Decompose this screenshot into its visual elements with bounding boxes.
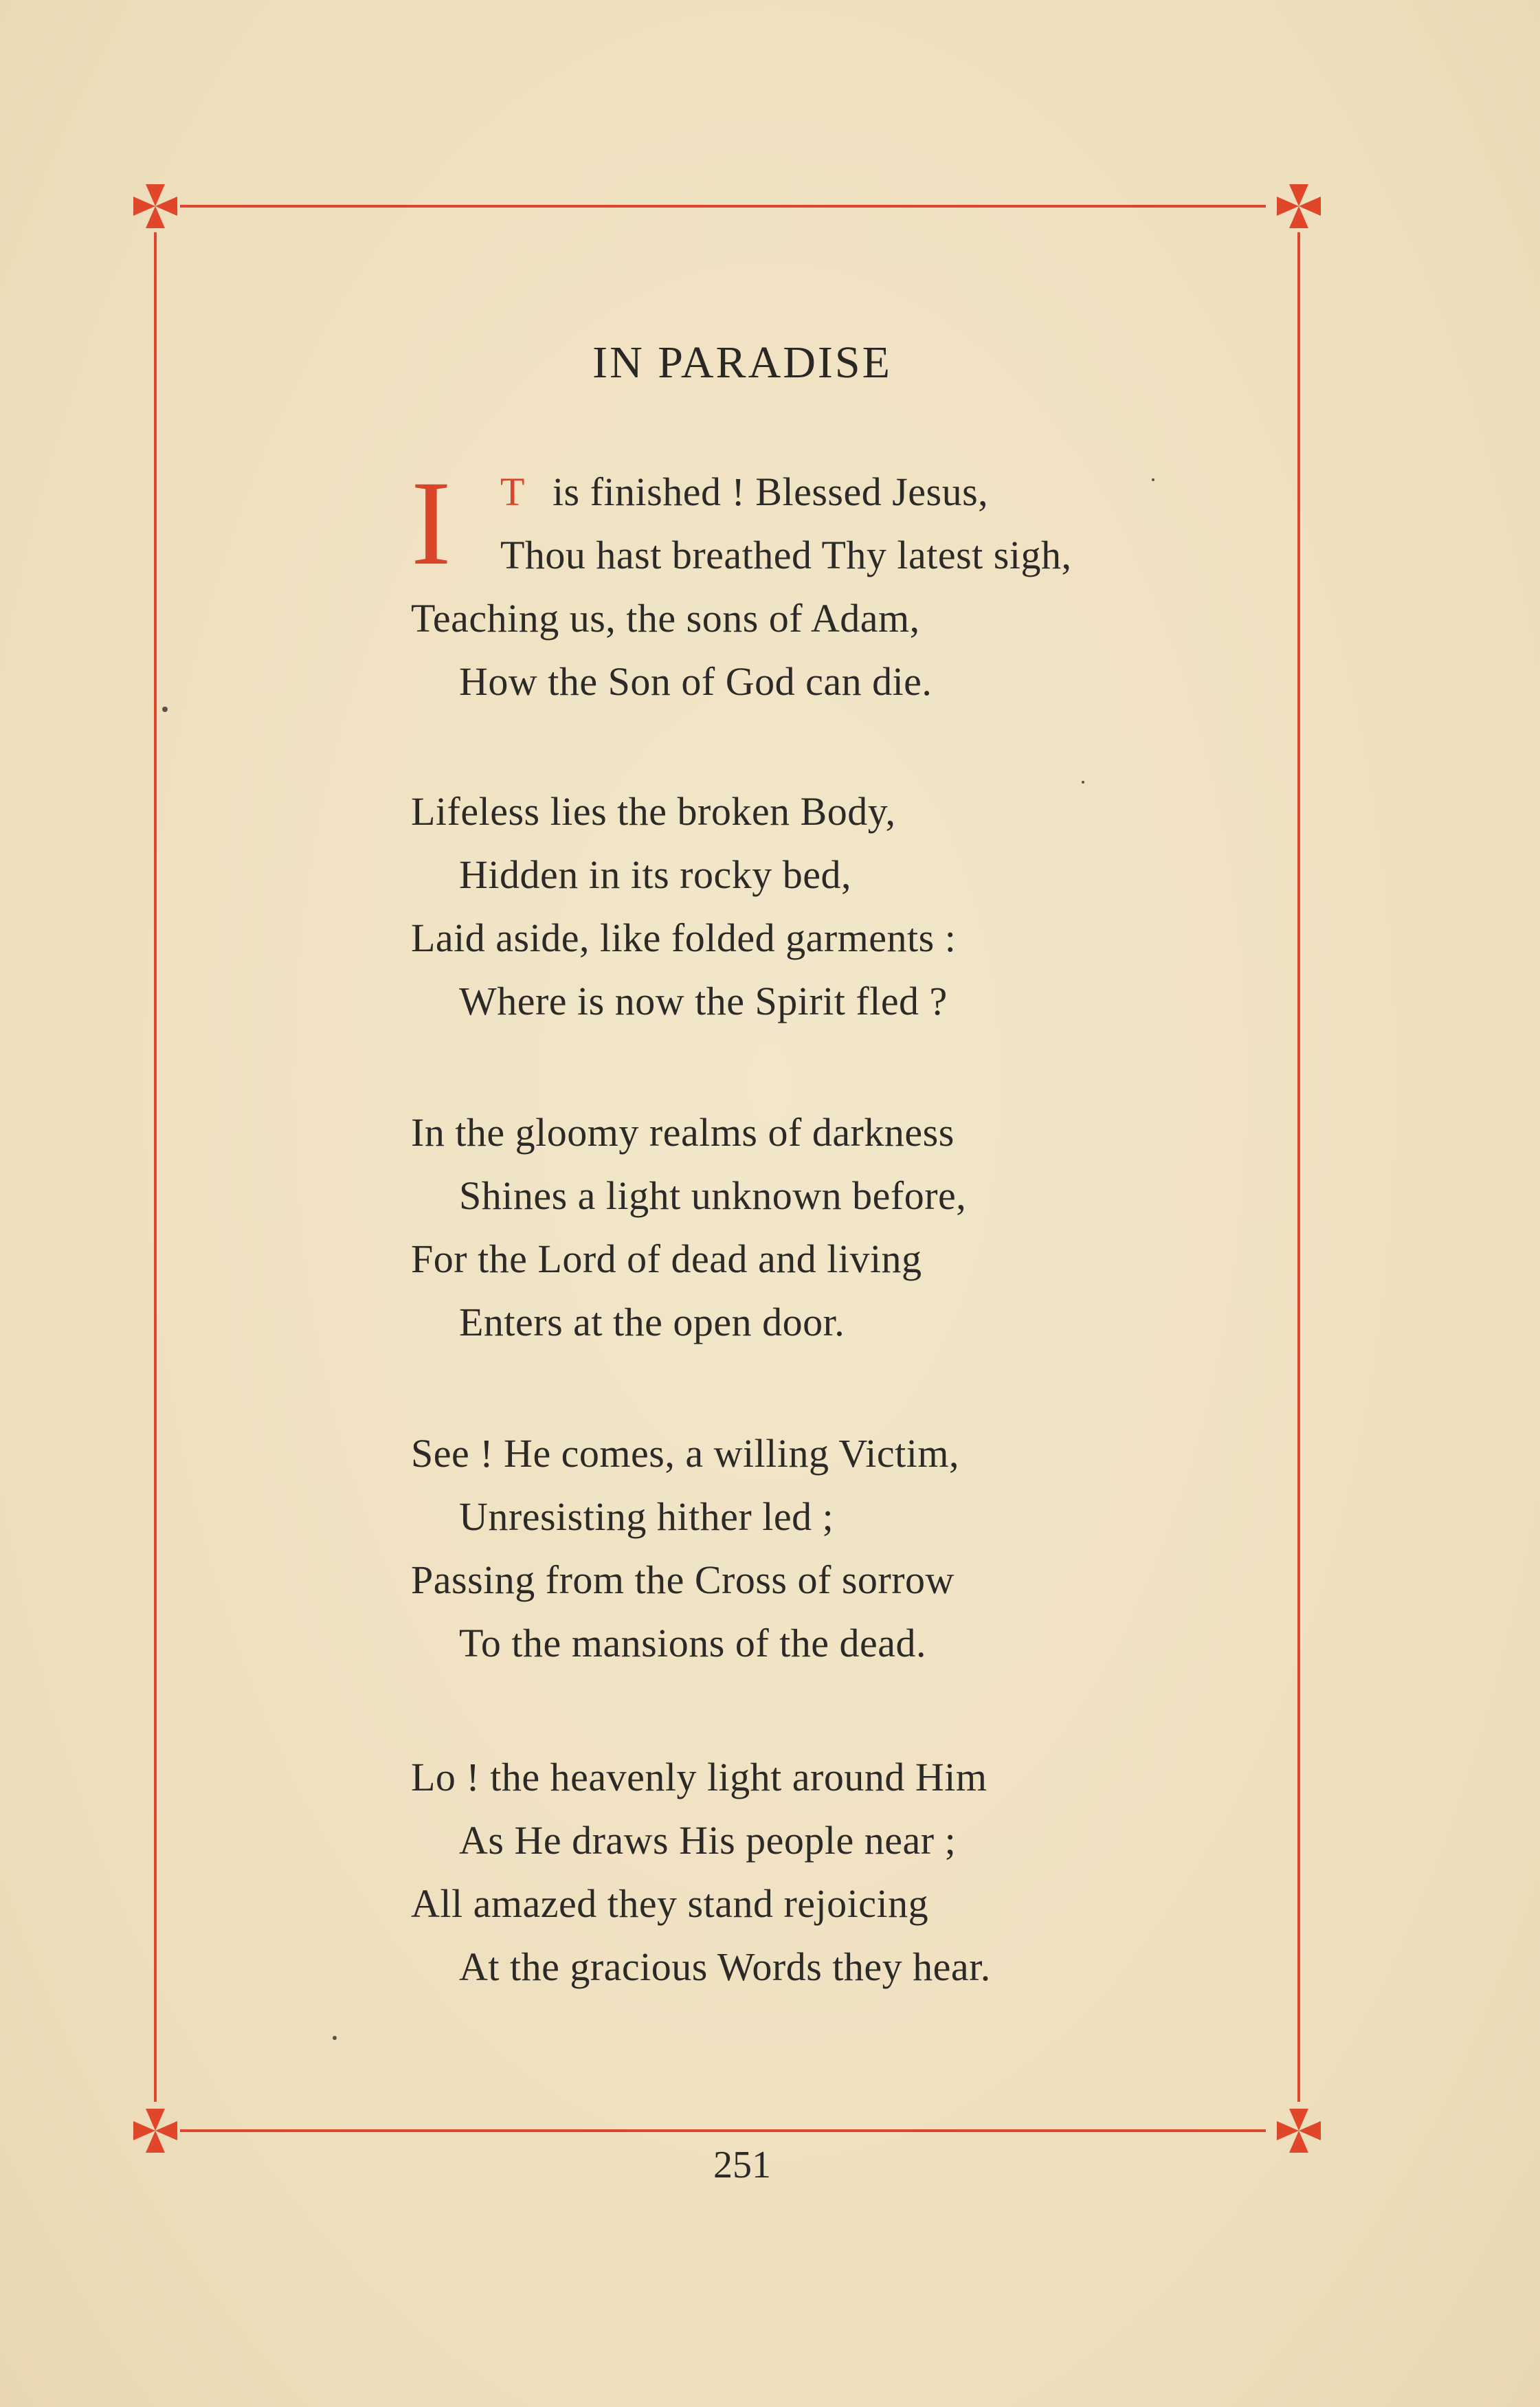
poem-line: How the Son of God can die. <box>459 659 933 704</box>
poem-line: As He draws His people near ; <box>459 1818 957 1863</box>
poem-line: In the gloomy realms of darkness <box>411 1110 955 1155</box>
maltese-cross-icon <box>1271 179 1326 234</box>
poem-line: Teaching us, the sons of Adam, <box>411 596 920 641</box>
print-speck <box>162 707 168 712</box>
stanza-5 <box>411 1746 1304 1999</box>
poem-line: Where is now the Spirit fled ? <box>459 979 948 1023</box>
drop-cap: I <box>411 456 451 590</box>
poem-line: Lifeless lies the broken Body, <box>411 789 896 834</box>
stanza-3 <box>411 1101 1304 1354</box>
poem-line: To the mansions of the dead. <box>459 1621 927 1665</box>
poem-line: Lo ! the heavenly light around Him <box>411 1755 987 1799</box>
first-line-cap: T <box>500 469 525 514</box>
first-line-text: is finished ! Blessed Jesus, <box>552 469 989 514</box>
poem-line: All amazed they stand rejoicing <box>411 1881 929 1926</box>
border-left-rule <box>154 232 157 2102</box>
border-bottom-rule <box>180 2129 1266 2132</box>
page-number: 251 <box>713 2144 771 2186</box>
poem-line <box>411 461 1304 524</box>
poem-line: Enters at the open door. <box>459 1300 845 1344</box>
poem-line: Hidden in its rocky bed, <box>459 852 851 897</box>
maltese-cross-icon <box>128 179 183 234</box>
poem-line: At the gracious Words they hear. <box>459 1944 991 1989</box>
poem-line: See ! He comes, a willing Victim, <box>411 1431 959 1476</box>
stanza-1 <box>411 456 1304 713</box>
poem-line: Shines a light unknown before, <box>459 1173 967 1218</box>
print-speck <box>1152 478 1154 481</box>
print-speck <box>333 2036 337 2040</box>
poem-line: Laid aside, like folded garments : <box>411 916 957 960</box>
poem-title: IN PARADISE <box>592 337 892 388</box>
border-top-rule <box>180 205 1266 208</box>
stanza-4 <box>411 1422 1304 1675</box>
poem-line: Unresisting hither led ; <box>459 1494 834 1539</box>
poem-line: Thou hast breathed Thy latest sigh, <box>500 533 1072 577</box>
print-speck <box>1082 781 1084 784</box>
stanza-2 <box>411 780 1304 1033</box>
poem-line: Passing from the Cross of sorrow <box>411 1557 955 1602</box>
poem-line: For the Lord of dead and living <box>411 1236 922 1281</box>
